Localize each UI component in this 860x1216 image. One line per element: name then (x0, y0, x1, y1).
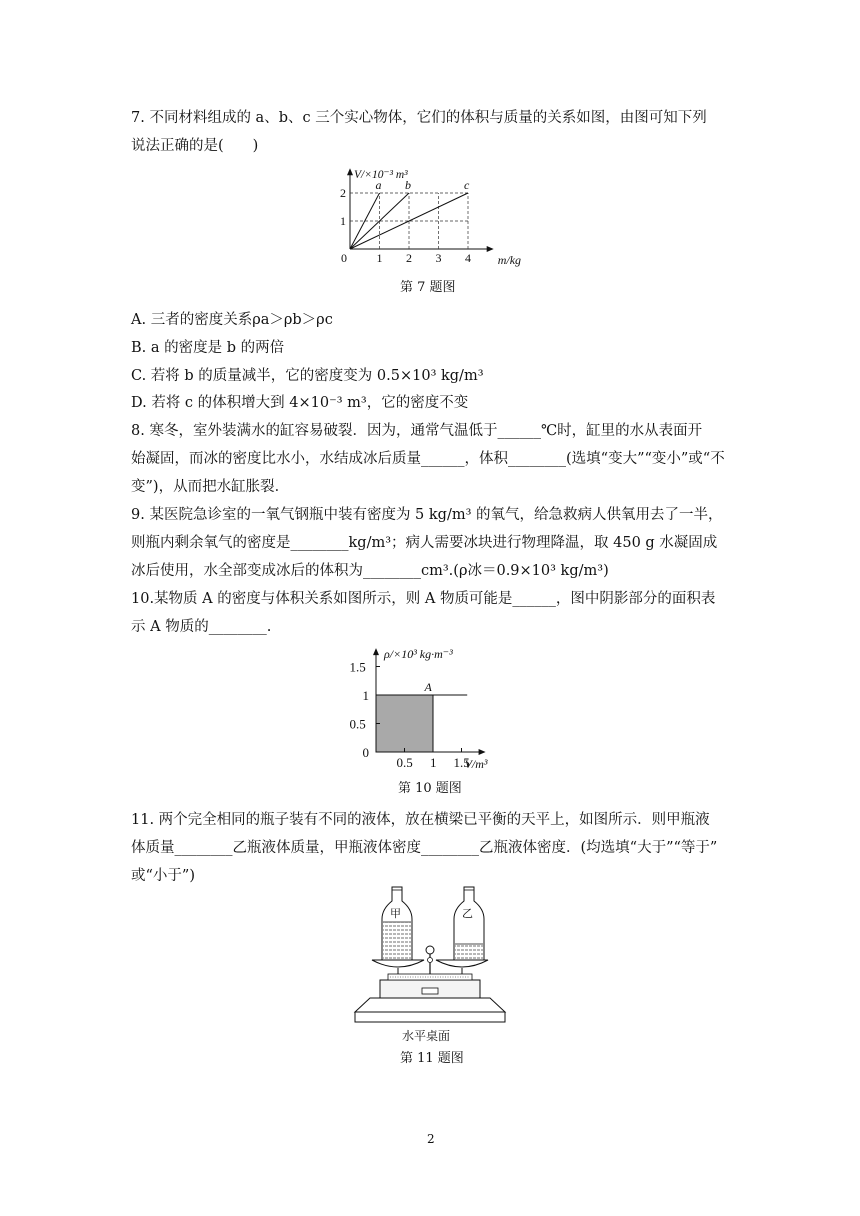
q11-line-1: 11. 两个完全相同的瓶子装有不同的液体，放在横梁已平衡的天平上，如图所示．则甲瓶液 (131, 812, 710, 828)
x-axis-label: V/m³ (464, 757, 488, 771)
q8-line-3: 变”)，从而把水缸胀裂． (131, 479, 290, 495)
y-tick-label: 1 (340, 214, 346, 228)
q7-figure-caption: 第 7 题图 (400, 280, 456, 295)
q9-line-3: 冰后使用，水全部变成冰后的体积为________cm³.(ρ冰＝0.9×10³ kg/m³) (131, 563, 609, 579)
y-tick-label: 1 (362, 688, 369, 703)
y-tick-label: 2 (340, 186, 346, 200)
y-axis-label: V/×10⁻³ m³ (354, 169, 408, 182)
y-tick-label: 0.5 (349, 716, 366, 732)
q11-figure-caption: 第 11 题图 (400, 1051, 464, 1066)
x-axis-label: m/kg (497, 253, 522, 267)
y-tick-label: 0 (362, 745, 369, 760)
x-tick-label: 1.5 (453, 755, 470, 770)
right-pan (436, 960, 488, 967)
table-label: 水平桌面 (402, 1029, 451, 1043)
y-axis-label: ρ/×10³ kg·m⁻³ (384, 647, 453, 662)
q7-volume-mass-chart (335, 163, 530, 271)
series-label-A: A (424, 680, 432, 694)
x-tick-label: 1 (430, 755, 437, 770)
table-front (355, 1012, 505, 1022)
q9-line-2: 则瓶内剩余氧气的密度是________kg/m³；病人需要冰块进行物理降温，取 450 g 水凝固成 (131, 535, 718, 551)
bottle-left-label: 甲 (390, 908, 401, 920)
q10-figure-caption: 第 10 题图 (398, 781, 462, 796)
q11-line-3: 或“小于”) (131, 868, 195, 884)
x-tick-label: 3 (435, 251, 442, 265)
left-pan (372, 960, 424, 967)
q7-option-b: B. a 的密度是 b 的两倍 (131, 340, 285, 356)
x-tick-label: 0 (341, 251, 347, 265)
right-bottle-liquid (455, 944, 483, 959)
q8-line-1: 8. 寒冬，室外装满水的缸容易破裂．因为，通常气温低于______℃时，缸里的水从表面开 (131, 423, 703, 439)
x-tick-label: 1 (376, 251, 383, 265)
y-axis-arrow (373, 648, 379, 655)
x-axis-arrow (487, 246, 494, 252)
series-label-b: b (405, 178, 411, 192)
x-tick-label: 0.5 (396, 755, 413, 770)
q10-density-volume-chart (345, 643, 530, 773)
q7-option-d: D. 若将 c 的体积增大到 4×10⁻³ m³，它的密度不变 (131, 395, 469, 411)
series-label-a: a (375, 178, 382, 192)
series-label-c: c (464, 178, 470, 192)
y-tick-label: 1.5 (349, 659, 366, 675)
x-axis-arrow (479, 749, 486, 755)
page-number: 2 (427, 1132, 435, 1146)
shaded-area (376, 695, 433, 752)
q7-option-c: C. 若将 b 的质量减半，它的密度变为 0.5×10³ kg/m³ (131, 368, 484, 384)
table-top (355, 998, 505, 1012)
q11-line-2: 体质量________乙瓶液体质量，甲瓶液体密度________乙瓶液体密度．(均选填“大于”“等于” (131, 840, 718, 856)
y-axis-arrow (347, 168, 353, 175)
q10-line-1: 10.某物质 A 的密度与体积关系如图所示，则 A 物质可能是______，图中阴影部分的面积表 (131, 591, 716, 607)
q7-line-1: 7. 不同材料组成的 a、b、c 三个实心物体，它们的体积与质量的关系如图，由图可知下列 (131, 110, 707, 126)
x-tick-label: 2 (406, 251, 412, 265)
x-tick-label: 4 (465, 251, 471, 265)
bottle-right-label: 乙 (462, 908, 473, 920)
q7-option-a: A. 三者的密度关系ρa＞ρb＞ρc (131, 312, 333, 328)
q11-balance-illustration (350, 884, 510, 1046)
q8-line-2: 始凝固，而冰的密度比水小，水结成冰后质量______，体积________(选填“变大”“变小”或“不 (131, 451, 725, 467)
q9-line-1: 9. 某医院急诊室的一氧气钢瓶中装有密度为 5 kg/m³ 的氧气，给急救病人供氧用去了一半， (131, 507, 723, 523)
q10-line-2: 示 A 物质的________. (131, 619, 272, 635)
q7-line-2: 说法正确的是( ) (131, 138, 259, 154)
left-bottle-liquid (383, 922, 411, 959)
